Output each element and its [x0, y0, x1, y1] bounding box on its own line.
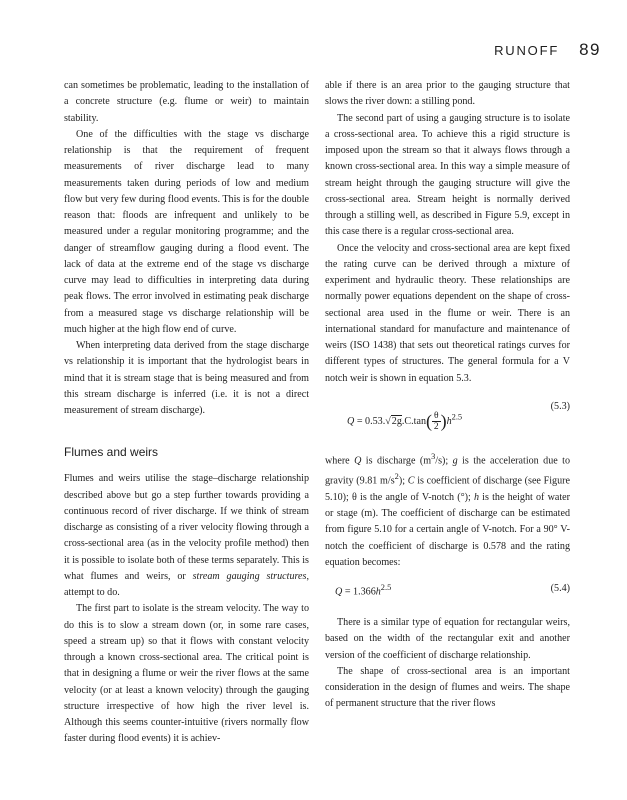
italic-term: stream gauging structures	[192, 570, 307, 582]
paragraph: When interpreting data derived from the stage discharge vs relationship it is important that the hydrologist bears in mind that it is stream stage that is being measured and from this stream discharge is inferred (i.e. it is not a direct measurement of stream discharge).	[64, 340, 309, 416]
equation-5-3	[325, 401, 570, 435]
section-heading: Flumes and weirs	[64, 445, 159, 460]
paragraph: where Q is discharge $(m^3/s)$; g is the acceleration due to gravity (9.81 $m/s^2$); C is coefficient of discharge (see Figure 5.10); θ is the angle of V-notch (°); h is the height of water or stage (m). The coefficient of discharge can be estimated from figure 5.10 for a certain angle of V-notch. For a 90° V-notch the coefficient of discharge is 0.578 and the rating equation becomes:	[325, 451, 571, 568]
equation-5-4	[325, 581, 570, 603]
paragraph: able if there is an area prior to the gauging structure that slows the river down: a stilling pond.	[325, 80, 570, 108]
paragraph: One of the difficulties with the stage vs discharge relationship is that the requirement of frequent measurements of river discharge lead to many measurements taken during periods of low and medium flow but very few during flood events. This is for the double reason that: floods are infrequent and unlikely to be measured under a regular monitoring programme; and the danger of streamflow gauging during a flood event. The lack of data at the extreme end of the stage vs discharge curve may lead to difficulties in interpreting data during peak flows. The error involved in estimating peak discharge from a measured stage vs discharge relationship will be much higher at the high flow end of curve.	[64, 128, 309, 335]
paragraph: There is a similar type of equation for rectangular weirs, based on the width of the rectangular exit and another version of the coefficient of discharge relationship.	[325, 617, 570, 661]
page-number: 89	[579, 40, 601, 59]
paragraph: Flumes and weirs utilise the stage–discharge relationship described above but go a step further towards providing a continuous record of river discharge. If we think of stream discharge as consisting of a river velocity flowing through a cross-sectional area (as in the velocity profile method) then it is possible to isolate both of these terms separately. This is what flumes and weirs, or stream gauging structures, attempt to do.	[64, 473, 309, 598]
left-column	[64, 78, 309, 748]
sqrt-radicand: 2g	[391, 415, 402, 427]
paragraph: The second part of using a gauging structure is to isolate a cross-sectional area. To achieve this a rigid structure is imposed upon the stream so that it always flows through a known cross-sectional area. In this way a simple measure of stream height through the gauging structure will give the cross-sectional area. Stream height is normally derived through a stilling well, as described in Figure 5.9, except in this case there is a regular cross-sectional area.	[325, 112, 570, 238]
paragraph: The shape of cross-sectional area is an important consideration in the design of flumes and weirs. The shape of permanent structure that the river flows	[325, 665, 570, 710]
paragraph: The first part to isolate is the stream velocity. The way to do this is to slow a stream down (or, in some rare cases, speed a stream up) so that it flows with constant velocity through a known cross-sectional area. The critical point is that in designing a flume or weir the river flows at the same velocity (or at least a known velocity) through the gauging structure irrespective of how high the river level is. Although this seems counter-intuitive (rivers normally flow faster during flood events) it is achiev-	[64, 603, 309, 745]
running-head: RUNOFF	[494, 43, 560, 58]
equation-number: (5.3)	[550, 400, 570, 412]
paragraph: Once the velocity and cross-sectional area are kept fixed the rating curve can be derived through a mixture of experiment and hydraulic theory. These relationships are normally power equations dependent on the shape of cross-sectional area used in the flume or weir. There is an international standard for manufacture and maintenance of weirs (ISO 1438) that sets out theoretical ratings curves for different types of structures. The general formula for a V notch weir is shown in equation 5.3.	[325, 242, 570, 384]
fraction: $\frac{\theta}{2}$	[433, 410, 439, 432]
equation-number: (5.4)	[550, 583, 570, 595]
equation-formula: Q = 0.53.√2g.C.tan( $\frac{\theta}{2}$ )$h^{2.5}$	[347, 410, 463, 432]
right-column	[325, 78, 570, 713]
equation-formula: $Q = 1.366h^{2.5}$	[335, 583, 392, 598]
page-header	[494, 40, 601, 62]
paragraph: can sometimes be problematic, leading to the installation of a concrete structure (e.g. flume or weir) to maintain stability.	[64, 80, 309, 124]
